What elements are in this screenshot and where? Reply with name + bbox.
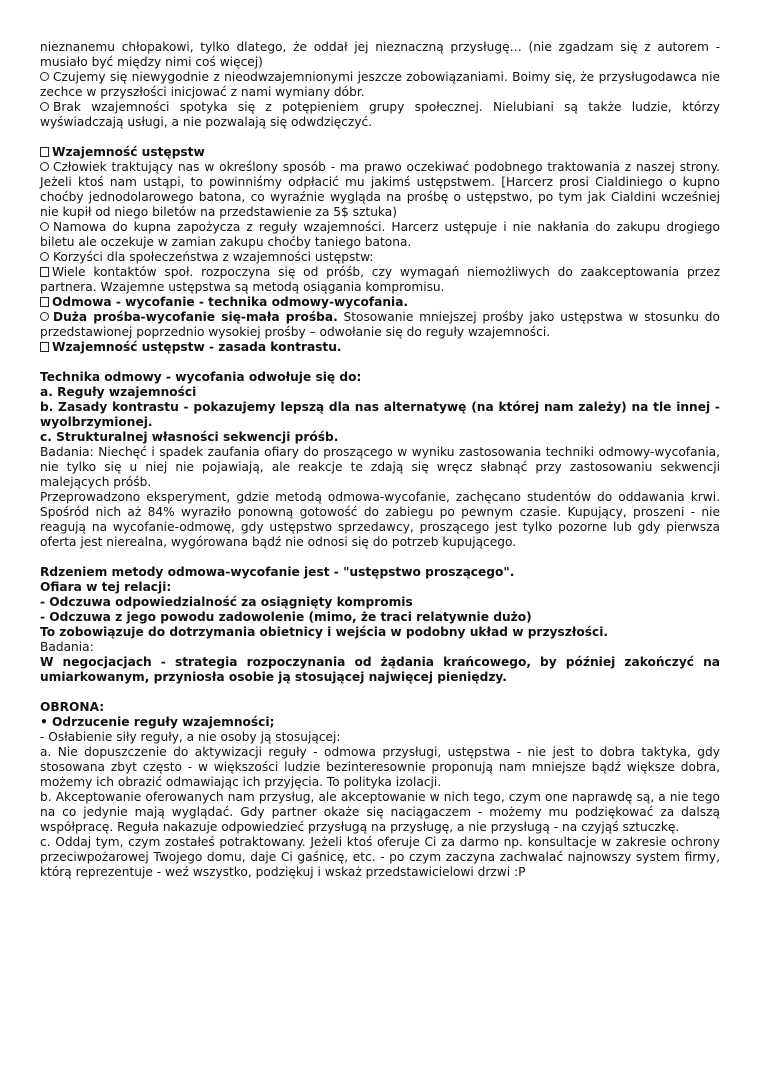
paragraph-treatment: Człowiek traktujący nas w określony sposób - ma prawo oczekiwać podobnego traktowania z naszej strony. Jeżeli ktoś nam ustąpi, to powinniśmy odpłacić mu jakimś ustępstwem. [Harcerz prosi Cialdiniego o kupno choćby jednodolarowego batona, co wyraźnie wygląda na prośbę o ustępstwo, po tym jak Cialdini wcześniej nie kupił od niego biletów na przedstawienie za 5$ sztuka) (40, 160, 720, 219)
heading-reciprocal-concessions: Wzajemność ustępstw (40, 145, 720, 160)
missing-glyph-icon (40, 267, 49, 277)
label-research: Badania: (40, 640, 94, 654)
paragraph-weaken-rule: - Osłabienie siły reguły, a nie osoby ją stosującej: (40, 730, 341, 744)
paragraph-big-small-request: Duża prośba-wycofanie się-mała prośba. Stosowanie mniejszej prośby jako ustępstwa w stosunku do przedstawionej poprzednio wysokiej prośby – odwołanie się do reguły wzajemności. (40, 310, 720, 339)
paragraph-research: Badania: Niechęć i spadek zaufania ofiary do proszącego w wyniku zastosowania techniki odmowy-wycofania, nie tylko się u niej nie pojawiają, ale reakcje te zdają się wręcz słabnąć przy zastosowaniu sekwencji malejących próśb. (40, 445, 720, 489)
paragraph-defense-a: a. Nie dopuszczenie do aktywizacji reguły - odmowa przysługi, ustępstwa - nie jest to dobra taktyka, gdy stosowana zbyt często - w większości ludzie bezinteresownie proponują nam mniejsze bądź większe dobra, możemy ich obrazić odmawiając ich przyjęcia. To polityka izolacji. (40, 745, 720, 789)
heading-rejection-retreat: Odmowa - wycofanie - technika odmowy-wycofania. (40, 295, 720, 310)
list-item-reject-rule: • Odrzucenie reguły wzajemności; (40, 715, 275, 729)
paragraph-experiment: Przeprowadzono eksperyment, gdzie metodą odmowa-wycofanie, zachęcano studentów do oddawania krwi. Spośród nich aż 84% wyraziło ponowną gotowość do zabiegu po pewnym czasie. Kupujący, proszeni - nie reagują na wycofanie-odmowę, gdy ustępstwo sprzedawcy, proszącego jest tylko pozorne lub gdy pierwsza oferta jest nierealna, wygórowana bądź nie odnosi się do potrzeb kupującego. (40, 490, 720, 549)
list-item-b: b. Zasady kontrastu - pokazujemy lepszą dla nas alternatywę (na której nam zależy) na tle innej - wyolbrzymionej. (40, 400, 720, 429)
paragraph-defense-b: b. Akceptowanie oferowanych nam przysług, ale akceptowanie w nich tego, czym one naprawdę są, a nie tego na co jedynie mają wyglądać. Gdy partner okaże się naciągaczem - możemy mu podziękować za dalszą współpracę. Reguła nakazuje odpowiedzieć przysługą na przysługę, a nie przysługą - na czyjąś sztuczkę. (40, 790, 720, 834)
heading-technique-refers: Technika odmowy - wycofania odwołuje się do: (40, 370, 362, 384)
document-page (40, 40, 720, 880)
circle-bullet-icon (40, 162, 49, 171)
circle-bullet-icon (40, 252, 49, 261)
heading-contrast-principle: Wzajemność ustępstw - zasada kontrastu. (40, 340, 720, 355)
circle-bullet-icon (40, 102, 49, 111)
heading-victim: Ofiara w tej relacji: (40, 580, 172, 594)
circle-bullet-icon (40, 222, 49, 231)
paragraph-obligation: To zobowiązuje do dotrzymania obietnicy i wejścia w podobny układ w przyszłości. (40, 625, 609, 639)
paragraph-discomfort: Czujemy się niewygodnie z nieodwzajemnionymi jeszcze zobowiązaniami. Boimy się, że przysługodawca nie zechce w przyszłości inicjować z nami wymiany dóbr. (40, 70, 720, 99)
heading-core-method: Rdzeniem metody odmowa-wycofanie jest - "ustępstwo proszącego". (40, 565, 515, 579)
paragraph-negotiations: W negocjacjach - strategia rozpoczynania od żądania krańcowego, by później zakończyć na umiarkowanym, przyniosła osobie ją stosującej najwięcej pieniędzy. (40, 655, 720, 684)
paragraph-social-disapproval: Brak wzajemności spotyka się z potępieniem grupy społecznej. Nielubiani są także ludzie, którzy wyświadczają usługi, a nie pozwalają się odwdzięczyć. (40, 100, 720, 129)
list-item-c: c. Strukturalnej własności sekwencji próśb. (40, 430, 339, 444)
paragraph-persuasion: Namowa do kupna zapożycza z reguły wzajemności. Harcerz ustępuje i nie nakłania do zakupu drogiego biletu ale oczekuje w zamian zakupu choćby taniego batona. (40, 220, 720, 249)
list-item-responsibility: - Odczuwa odpowiedzialność za osiągnięty kompromis (40, 595, 413, 609)
heading-defense: OBRONA: (40, 700, 105, 714)
paragraph-social-contacts: Wiele kontaktów społ. rozpoczyna się od próśb, czy wymagań niemożliwych do zaakceptowania przez partnera. Wzajemne ustępstwa są metodą osiągania kompromisu. (40, 265, 720, 294)
paragraph-defense-c: c. Oddaj tym, czym zostałeś potraktowany. Jeżeli ktoś oferuje Ci za darmo np. konsultacje w zakresie ochrony przeciwpożarowej Twojego domu, daje Ci gaśnicę, etc. - po czym zaczyna zachwalać najnowszy system firmy, którą reprezentuje - weź wszystko, podziękuj i wskaż przedstawicielowi drzwi :P (40, 835, 720, 879)
circle-bullet-icon (40, 72, 49, 81)
list-item-satisfaction: - Odczuwa z jego powodu zadowolenie (mimo, że traci relatywnie dużo) (40, 610, 532, 624)
missing-glyph-icon (40, 297, 49, 307)
missing-glyph-icon (40, 342, 49, 352)
paragraph-continuation: nieznanemu chłopakowi, tylko dlatego, że oddał jej nieznaczną przysługę… (nie zgadzam się z autorem - musiało być między nimi coś więcej) (40, 40, 720, 69)
circle-bullet-icon (40, 312, 49, 321)
list-item-a: a. Reguły wzajemności (40, 385, 197, 399)
missing-glyph-icon (40, 147, 49, 157)
paragraph-benefits: Korzyści dla społeczeństwa z wzajemności ustępstw: (40, 250, 720, 265)
